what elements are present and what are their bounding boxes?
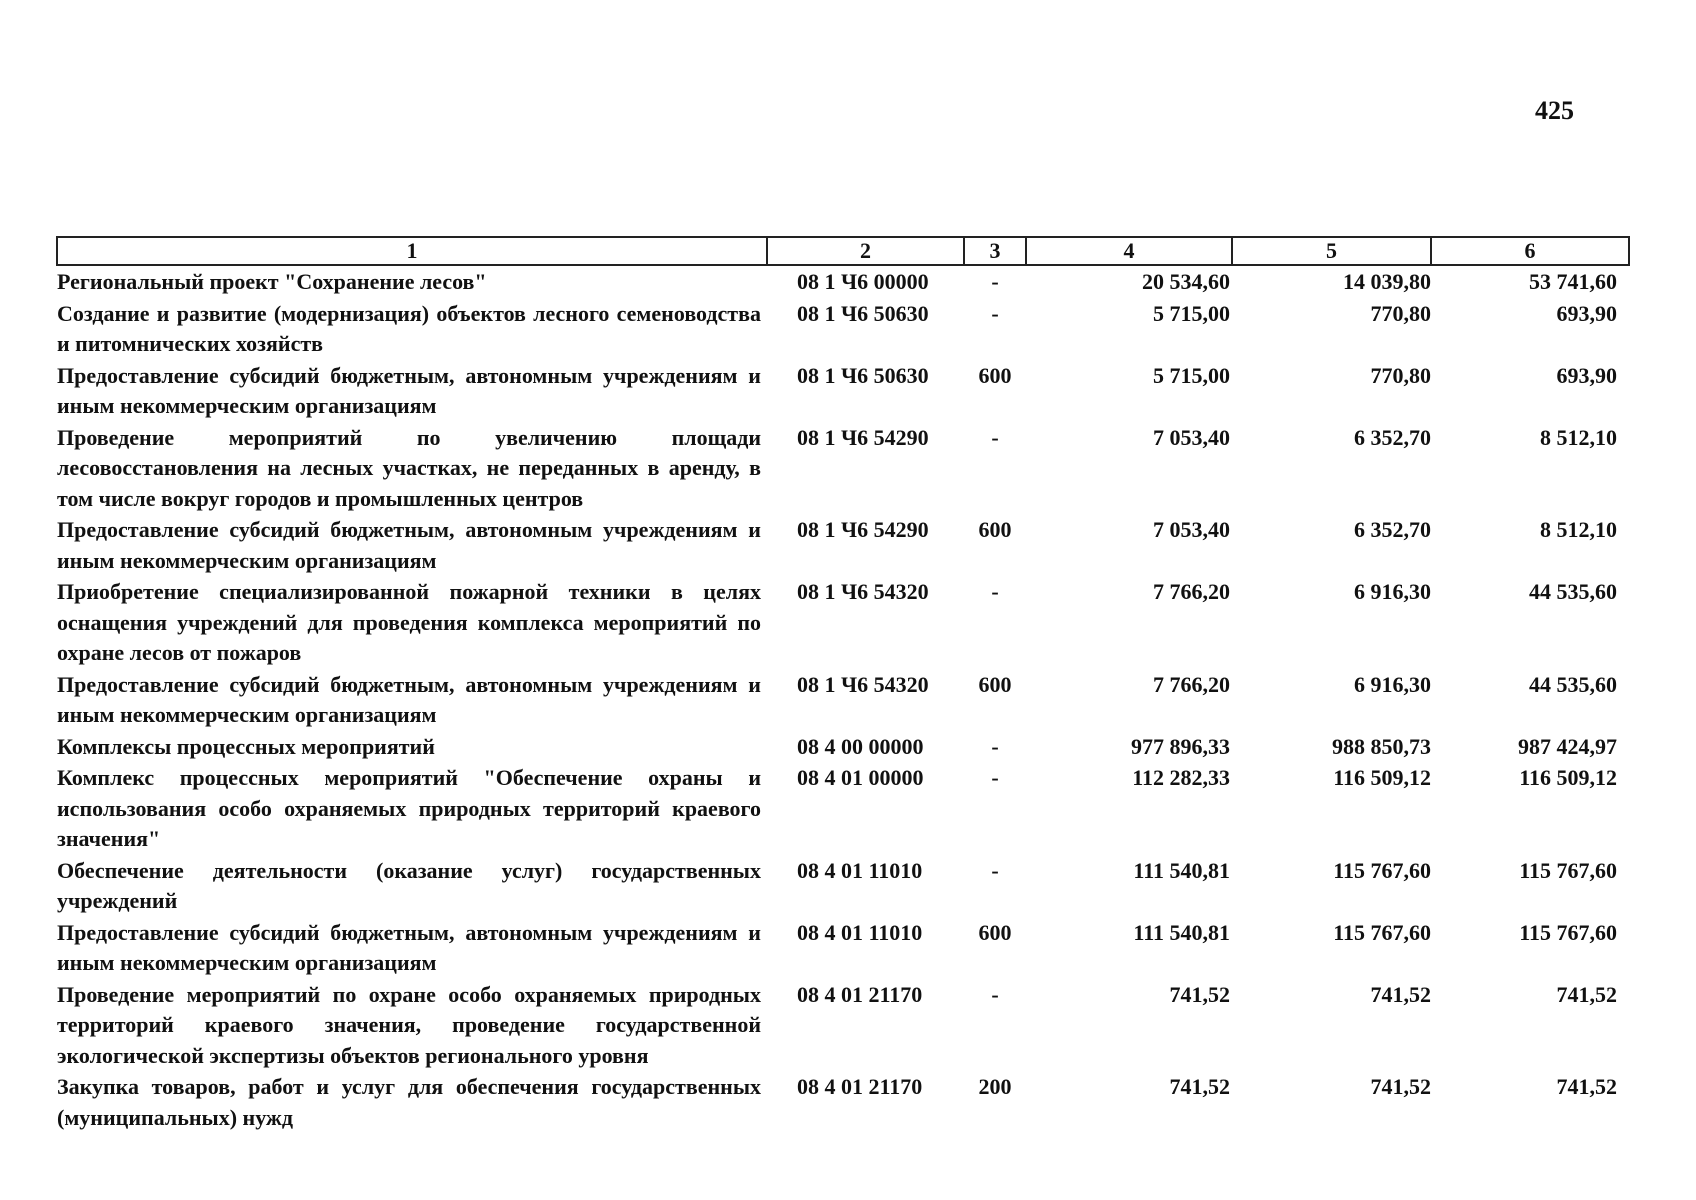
row-name: Создание и развитие (модернизация) объектов лесного семеноводства и питомнических хозяйств	[57, 300, 761, 356]
row-code: 08 1 Ч6 54320	[797, 579, 929, 604]
row-code: 08 1 Ч6 50630	[797, 300, 929, 326]
row-value-2: 741,52	[1370, 981, 1431, 1007]
row-value-2: 6 916,30	[1354, 579, 1431, 604]
row-name: Комплексы процессных мероприятий	[57, 733, 435, 759]
row-name: Приобретение специализированной пожарной техники в целях оснащения учреждений для проведения комплекса мероприятий по охране лесов от пожаров	[57, 579, 761, 665]
row-value-1: 741,52	[1169, 1074, 1230, 1099]
row-code: 08 4 01 11010	[797, 857, 923, 883]
column-header-6: 6	[1431, 237, 1629, 265]
row-expense-type: 600	[978, 362, 1012, 388]
row-value-3: 741,52	[1556, 981, 1617, 1007]
row-value-1: 7 053,40	[1153, 424, 1230, 450]
row-value-1: 7 053,40	[1153, 517, 1230, 542]
row-value-1: 5 715,00	[1153, 362, 1230, 388]
row-value-1: 7 766,20	[1153, 579, 1230, 604]
row-value-1: 20 534,60	[1142, 269, 1230, 294]
column-header-1: 1	[57, 237, 767, 265]
row-value-3: 115 767,60	[1519, 919, 1617, 945]
row-value-2: 115 767,60	[1333, 857, 1431, 883]
table-row	[57, 917, 1629, 979]
row-value-1: 111 540,81	[1133, 919, 1230, 945]
row-code: 08 4 01 00000	[797, 765, 924, 790]
row-code: 08 1 Ч6 54290	[797, 424, 929, 450]
row-value-2: 770,80	[1370, 362, 1431, 388]
row-value-2: 6 916,30	[1354, 671, 1431, 697]
table-row	[57, 669, 1629, 731]
row-value-3: 8 512,10	[1540, 517, 1617, 542]
table-row	[57, 1071, 1629, 1133]
column-header-3: 3	[964, 237, 1026, 265]
row-value-3: 8 512,10	[1540, 424, 1617, 450]
row-name: Проведение мероприятий по охране особо охраняемых природных территорий краевого значения, проведение государственной экологической экспертизы объектов регионального уровня	[57, 981, 761, 1068]
row-value-3: 53 741,60	[1529, 269, 1617, 294]
row-value-3: 116 509,12	[1519, 765, 1617, 790]
table-row	[57, 855, 1629, 917]
row-code: 08 1 Ч6 54290	[797, 517, 929, 542]
row-value-2: 14 039,80	[1343, 269, 1431, 294]
row-value-3: 693,90	[1556, 300, 1617, 326]
row-name: Предоставление субсидий бюджетным, автономным учреждениям и иным некоммерческим организациям	[57, 671, 761, 727]
table-row	[57, 731, 1629, 763]
row-value-1: 5 715,00	[1153, 300, 1230, 326]
row-value-1: 741,52	[1169, 981, 1230, 1007]
row-expense-type: 200	[978, 1074, 1012, 1099]
column-header-2: 2	[767, 237, 964, 265]
row-value-1: 977 896,33	[1131, 733, 1230, 759]
row-name: Проведение мероприятий по увеличению площади лесовосстановления на лесных участках, не переданных в аренду, в том числе вокруг городов и промышленных центров	[57, 424, 761, 511]
table-row	[57, 360, 1629, 422]
row-value-1: 7 766,20	[1153, 671, 1230, 697]
row-value-3: 741,52	[1556, 1074, 1617, 1099]
row-value-2: 6 352,70	[1354, 517, 1431, 542]
row-expense-type: 600	[978, 671, 1012, 697]
table-row	[57, 298, 1629, 360]
row-name: Закупка товаров, работ и услуг для обеспечения государственных (муниципальных) нужд	[57, 1074, 761, 1130]
row-value-2: 115 767,60	[1333, 919, 1431, 945]
row-value-2: 116 509,12	[1333, 765, 1431, 790]
row-value-3: 115 767,60	[1519, 857, 1617, 883]
row-value-3: 987 424,97	[1518, 733, 1617, 759]
page-number: 425	[1535, 96, 1574, 125]
row-expense-type: 600	[978, 517, 1012, 542]
row-expense-type: -	[991, 857, 999, 883]
header-row	[57, 237, 1629, 265]
column-header-4: 4	[1026, 237, 1232, 265]
row-value-1: 112 282,33	[1132, 765, 1230, 790]
row-name: Обеспечение деятельности (оказание услуг) государственных учреждений	[57, 857, 761, 913]
column-header-5: 5	[1232, 237, 1431, 265]
row-code: 08 4 00 00000	[797, 733, 924, 759]
row-code: 08 4 01 21170	[797, 1074, 923, 1099]
row-value-3: 693,90	[1556, 362, 1617, 388]
row-expense-type: -	[991, 765, 999, 790]
table-row	[57, 265, 1629, 298]
row-expense-type: -	[991, 424, 999, 450]
row-name: Региональный проект "Сохранение лесов"	[57, 269, 487, 294]
row-name: Предоставление субсидий бюджетным, автономным учреждениям и иным некоммерческим организациям	[57, 517, 761, 573]
row-value-1: 111 540,81	[1133, 857, 1230, 883]
table-row	[57, 979, 1629, 1072]
row-expense-type: 600	[978, 919, 1012, 945]
row-code: 08 1 Ч6 50630	[797, 362, 929, 388]
table-row	[57, 514, 1629, 576]
row-name: Предоставление субсидий бюджетным, автономным учреждениям и иным некоммерческим организациям	[57, 362, 761, 418]
table-row	[57, 762, 1629, 855]
row-value-3: 44 535,60	[1529, 671, 1617, 697]
row-code: 08 1 Ч6 54320	[797, 671, 929, 697]
table-row	[57, 576, 1629, 669]
row-code: 08 1 Ч6 00000	[797, 269, 929, 294]
row-value-2: 770,80	[1370, 300, 1431, 326]
row-value-2: 988 850,73	[1332, 733, 1431, 759]
row-name: Комплекс процессных мероприятий "Обеспечение охраны и использования особо охраняемых природных территорий краевого значения"	[57, 765, 761, 851]
row-expense-type: -	[991, 300, 999, 326]
row-expense-type: -	[991, 269, 999, 294]
row-value-2: 741,52	[1370, 1074, 1431, 1099]
row-code: 08 4 01 11010	[797, 919, 923, 945]
row-code: 08 4 01 21170	[797, 981, 923, 1007]
row-value-3: 44 535,60	[1529, 579, 1617, 604]
row-value-2: 6 352,70	[1354, 424, 1431, 450]
table-row	[57, 422, 1629, 515]
row-name: Предоставление субсидий бюджетным, автономным учреждениям и иным некоммерческим организациям	[57, 919, 761, 975]
row-expense-type: -	[991, 579, 999, 604]
row-expense-type: -	[991, 981, 999, 1007]
row-expense-type: -	[991, 733, 999, 759]
budget-table	[56, 236, 1630, 1133]
